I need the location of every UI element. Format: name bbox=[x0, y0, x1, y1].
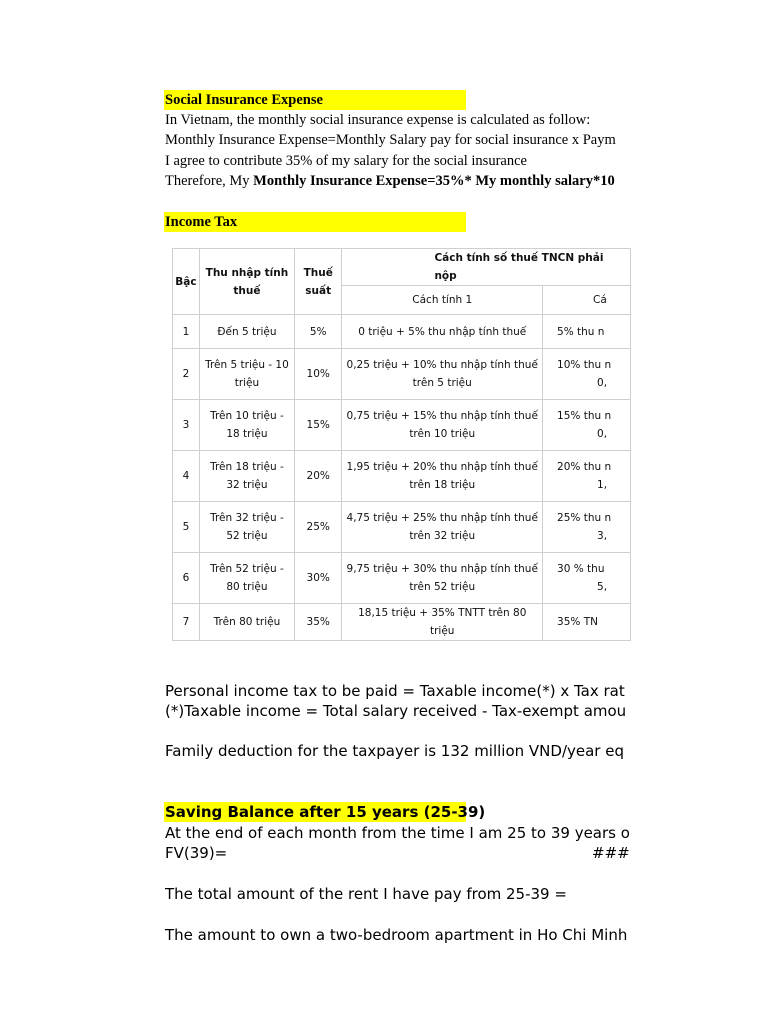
cell-income: Trên 5 triệu - 10 triệu bbox=[199, 349, 294, 400]
cell-method-1: 0 triệu + 5% thu nhập tính thuế bbox=[342, 315, 543, 349]
social-line-4-prefix: Therefore, My bbox=[165, 173, 254, 189]
cell-method-2 bbox=[543, 604, 631, 641]
social-insurance-heading: Social Insurance Expense bbox=[165, 92, 323, 108]
col-header-income: Thu nhập tính thuế bbox=[199, 249, 294, 315]
tax-table-row bbox=[173, 604, 631, 641]
subheader-method-2: Cá bbox=[543, 286, 631, 315]
cell-rate: 25% bbox=[294, 502, 341, 553]
tax-rate-table bbox=[172, 248, 631, 641]
cell-method-2-line-2: 0, bbox=[597, 377, 608, 389]
cell-method-2 bbox=[543, 451, 631, 502]
cell-method-2-line-1: 15% thu n bbox=[557, 410, 612, 422]
income-tax-heading: Income Tax bbox=[165, 214, 238, 230]
cell-rate: 20% bbox=[294, 451, 341, 502]
cell-income: Trên 10 triệu - 18 triệu bbox=[199, 400, 294, 451]
cell-bac: 1 bbox=[173, 315, 200, 349]
social-line-4-formula: Monthly Insurance Expense=35%* My monthly salary*10 bbox=[253, 173, 615, 189]
apartment-cost-line: The amount to own a two-bedroom apartment in Ho Chi Minh bbox=[165, 926, 628, 944]
cell-method-2-line-1: 35% TN bbox=[557, 616, 598, 628]
tax-table-row bbox=[173, 400, 631, 451]
tax-table-row bbox=[173, 451, 631, 502]
col-header-method: Cách tính số thuế TNCN phải nộp bbox=[342, 249, 631, 286]
cell-method-2 bbox=[543, 502, 631, 553]
cell-method-2-line-1: 20% thu n bbox=[557, 461, 612, 473]
cell-income: Đến 5 triệu bbox=[199, 315, 294, 349]
cell-income: Trên 52 triệu - 80 triệu bbox=[199, 553, 294, 604]
cell-method-1: 18,15 triệu + 35% TNTT trên 80 triệu bbox=[342, 604, 543, 641]
col-header-rate: Thuế suất bbox=[294, 249, 341, 315]
cell-bac: 3 bbox=[173, 400, 200, 451]
cell-method-2 bbox=[543, 400, 631, 451]
cell-bac: 6 bbox=[173, 553, 200, 604]
fv-label: FV(39)= bbox=[165, 844, 228, 862]
cell-rate: 5% bbox=[294, 315, 341, 349]
cell-method-1: 9,75 triệu + 30% thu nhập tính thuế trên 52 triệu bbox=[342, 553, 543, 604]
cell-rate: 15% bbox=[294, 400, 341, 451]
rent-total-line: The total amount of the rent I have pay from 25-39 = bbox=[165, 885, 567, 903]
cell-rate: 30% bbox=[294, 553, 341, 604]
cell-rate: 35% bbox=[294, 604, 341, 641]
saving-line-1: At the end of each month from the time I am 25 to 39 years o bbox=[165, 824, 630, 842]
cell-method-2-line-1: 30 % thu bbox=[557, 563, 605, 575]
saving-heading: Saving Balance after 15 years (25-39) bbox=[165, 803, 486, 821]
col-header-bac: Bậc bbox=[173, 249, 200, 315]
cell-method-2-line-1: 25% thu n bbox=[557, 512, 612, 524]
cell-method-2-line-2: 0, bbox=[597, 428, 608, 440]
cell-method-2-line-2: 5, bbox=[597, 581, 608, 593]
tax-table-row bbox=[173, 502, 631, 553]
cell-income: Trên 80 triệu bbox=[199, 604, 294, 641]
cell-method-1: 4,75 triệu + 25% thu nhập tính thuế trên 32 triệu bbox=[342, 502, 543, 553]
cell-rate: 10% bbox=[294, 349, 341, 400]
tax-formula-line: Personal income tax to be paid = Taxable income(*) x Tax rat bbox=[165, 682, 625, 700]
social-line-2: Monthly Insurance Expense=Monthly Salary pay for social insurance x Paym bbox=[165, 132, 616, 148]
cell-method-1: 1,95 triệu + 20% thu nhập tính thuế trên 18 triệu bbox=[342, 451, 543, 502]
cell-method-2-line-1: 5% thu n bbox=[557, 325, 605, 338]
social-line-4 bbox=[165, 173, 615, 190]
tax-table-row bbox=[173, 315, 631, 349]
cell-income: Trên 32 triệu - 52 triệu bbox=[199, 502, 294, 553]
subheader-method-1: Cách tính 1 bbox=[342, 286, 543, 315]
social-line-1: In Vietnam, the monthly social insurance expense is calculated as follow: bbox=[165, 112, 591, 128]
cell-method-2 bbox=[543, 349, 631, 400]
cell-method-2-line-1: 10% thu n bbox=[557, 359, 612, 371]
cell-method-2 bbox=[543, 553, 631, 604]
cell-bac: 4 bbox=[173, 451, 200, 502]
cell-method-2-line-2: 1, bbox=[597, 479, 608, 491]
cell-method-1: 0,75 triệu + 15% thu nhập tính thuế trên 10 triệu bbox=[342, 400, 543, 451]
tax-table-row bbox=[173, 553, 631, 604]
cell-bac: 7 bbox=[173, 604, 200, 641]
cell-method-1: 0,25 triệu + 10% thu nhập tính thuế trên 5 triệu bbox=[342, 349, 543, 400]
cell-bac: 5 bbox=[173, 502, 200, 553]
family-deduction-line: Family deduction for the taxpayer is 132 million VND/year eq bbox=[165, 742, 624, 760]
cell-method-2 bbox=[543, 315, 631, 349]
tax-table-row bbox=[173, 349, 631, 400]
cell-income: Trên 18 triệu - 32 triệu bbox=[199, 451, 294, 502]
cell-bac: 2 bbox=[173, 349, 200, 400]
fv-value: ### bbox=[592, 844, 630, 862]
social-line-3: I agree to contribute 35% of my salary for the social insurance bbox=[165, 153, 527, 169]
cell-method-2-line-2: 3, bbox=[597, 530, 608, 542]
taxable-income-line: (*)Taxable income = Total salary received - Tax-exempt amou bbox=[165, 702, 627, 720]
